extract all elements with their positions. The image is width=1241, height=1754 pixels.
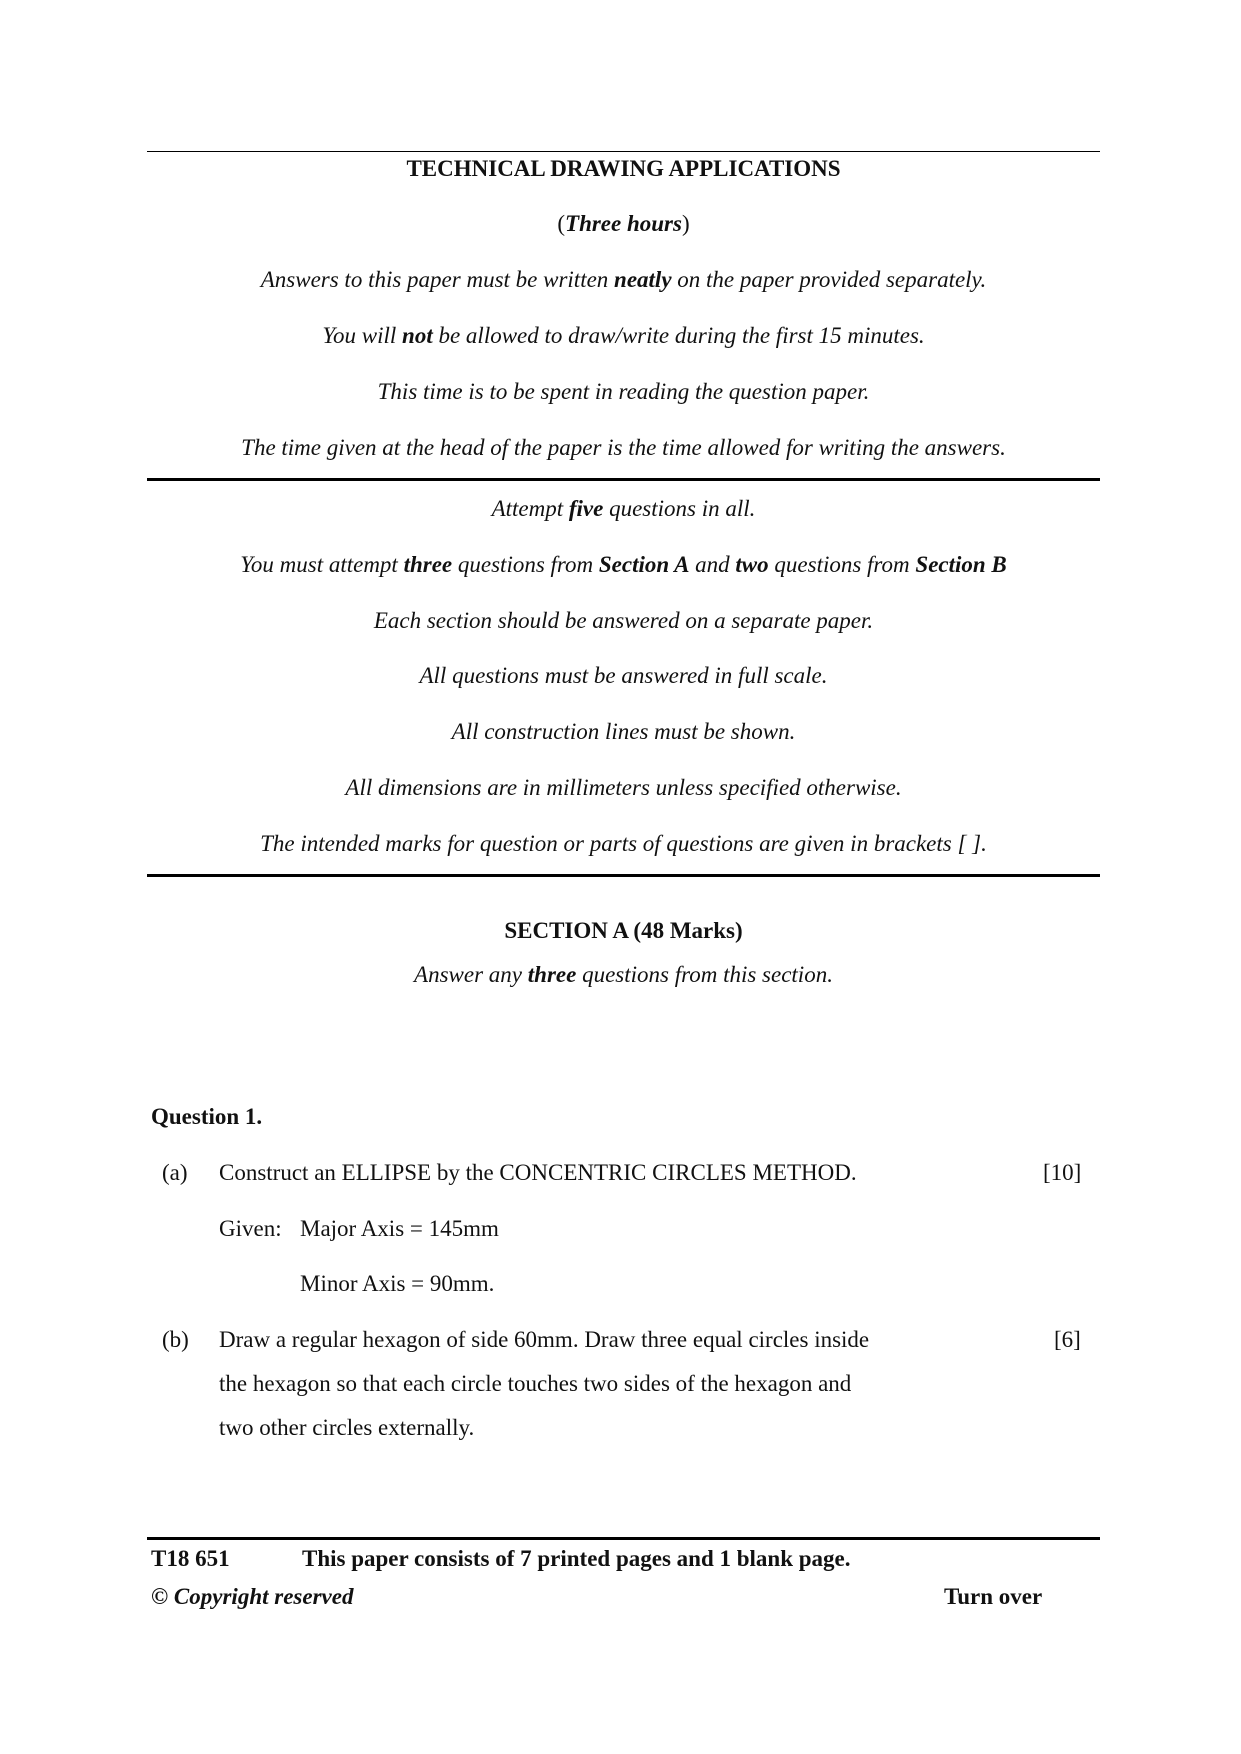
footer-rule	[147, 1537, 1100, 1540]
instruction-line-3: This time is to be spent in reading the question paper.	[377, 379, 870, 404]
paper-title: TECHNICAL DRAWING APPLICATIONS	[406, 156, 841, 181]
part-b-line-2: the hexagon so that each circle touches two sides of the hexagon and	[219, 1371, 852, 1396]
part-b-marks: [6]	[1054, 1327, 1081, 1352]
rule-line-6: All dimensions are in millimeters unless specified otherwise.	[345, 775, 902, 800]
rules-rule	[147, 874, 1100, 877]
part-a-marks: [10]	[1043, 1160, 1082, 1185]
part-b-line-3: two other circles externally.	[219, 1415, 475, 1440]
rule-line-3: Each section should be answered on a separate paper.	[373, 608, 874, 633]
section-subheading: Answer any three questions from this section.	[414, 962, 833, 987]
rule-line-1: Attempt five questions in all.	[491, 496, 756, 521]
duration: (Three hours)	[557, 211, 690, 236]
paper-code: T18 651	[151, 1546, 230, 1571]
rule-line-2: You must attempt three questions from Section A and two questions from Section B	[240, 552, 1007, 577]
copyright: © Copyright reserved	[151, 1584, 354, 1609]
part-b-label: (b)	[162, 1327, 189, 1352]
given-major-axis: Major Axis = 145mm	[300, 1216, 499, 1241]
top-rule	[147, 151, 1100, 152]
rule-line-7: The intended marks for question or parts of questions are given in brackets [ ].	[260, 831, 987, 856]
turn-over: Turn over	[944, 1584, 1043, 1609]
instruction-line-4: The time given at the head of the paper is the time allowed for writing the answers.	[241, 435, 1006, 460]
instruction-line-1: Answers to this paper must be written neatly on the paper provided separately.	[260, 267, 987, 292]
rule-line-5: All construction lines must be shown.	[451, 719, 796, 744]
instructions-rule	[147, 478, 1100, 481]
page-count: This paper consists of 7 printed pages and 1 blank page.	[302, 1546, 851, 1571]
part-a-text: Construct an ELLIPSE by the CONCENTRIC CIRCLES METHOD.	[219, 1160, 857, 1185]
given-label: Given:	[219, 1216, 282, 1241]
part-b-line-1: Draw a regular hexagon of side 60mm. Draw three equal circles inside	[219, 1327, 870, 1352]
rule-line-4: All questions must be answered in full scale.	[419, 663, 828, 688]
part-a-label: (a)	[162, 1160, 188, 1185]
question-heading: Question 1.	[151, 1104, 263, 1129]
instruction-line-2: You will not be allowed to draw/write during the first 15 minutes.	[322, 323, 925, 348]
section-heading: SECTION A (48 Marks)	[504, 918, 743, 943]
given-minor-axis: Minor Axis = 90mm.	[300, 1271, 495, 1296]
